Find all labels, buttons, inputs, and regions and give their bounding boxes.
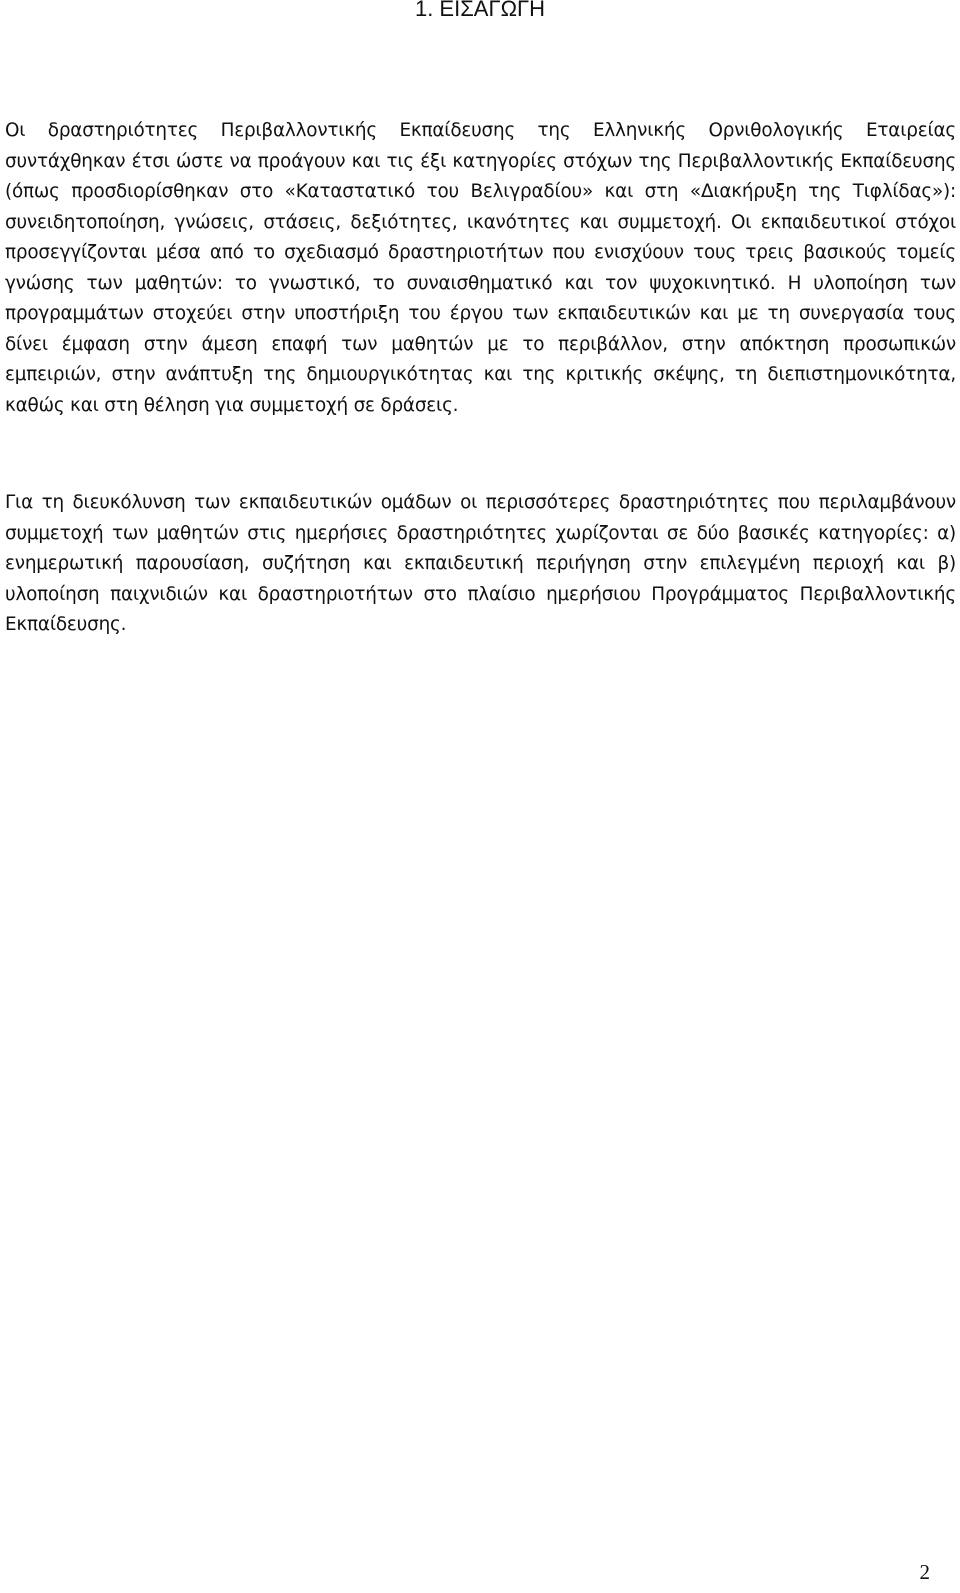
page-number: 2 [919,1560,930,1584]
paragraph-intro: Οι δραστηριότητες Περιβαλλοντικής Εκπαίδευσης της Ελληνικής Ορνιθολογικής Εταιρείας συντάχθηκαν έτσι ώστε να προάγουν και τις έξι κατηγορίες στόχων της Περιβαλλοντικής Εκπαίδευσης (όπως προσδιορίσθηκαν στο «Καταστατικό του Βελιγραδίου» και στη «Διακήρυξη της Τιφλίδας»): συνειδητοποίηση, γνώσεις, στάσεις, δεξιότητες, ικανότητες και συμμετοχή. Οι εκπαιδευτικοί στόχοι προσεγγίζονται μέσα από το σχεδιασμό δραστηριοτήτων που ενισχύουν τους τρεις βασικούς τομείς γνώσης των μαθητών: το γνωστικό, το συναισθηματικό και τον ψυχοκινητικό. Η υλοποίηση των προγραμμάτων στοχεύει στην υποστήριξη του έργου των εκπαιδευτικών και με τη συνεργασία τους δίνει έμφαση στην άμεση επαφή των μαθητών με το περιβάλλον, στην απόκτηση προσωπικών εμπειριών, στην ανάπτυξη της δημιουργικότητας και της κριτικής σκέψης, τη διεπιστημονικότητα, καθώς και στη θέληση για συμμετοχή σε δράσεις. [5,120,956,416]
section-heading: 1. ΕΙΣΑΓΩΓΗ [414,0,546,21]
paragraph-categories: Για τη διευκόλυνση των εκπαιδευτικών ομάδων οι περισσότερες δραστηριότητες που περιλαμβάνουν συμμετοχή των μαθητών στις ημερήσιες δραστηριότητες χωρίζονται σε δύο βασικές κατηγορίες: α) ενημερωτική παρουσίαση, συζήτηση και εκπαιδευτική περιήγηση στην επιλεγμένη περιοχή και β) υλοποίηση παιχνιδιών και δραστηριοτήτων στο πλαίσιο ημερήσιου Προγράμματος Περιβαλλοντικής Εκπαίδευσης. [5,492,956,635]
